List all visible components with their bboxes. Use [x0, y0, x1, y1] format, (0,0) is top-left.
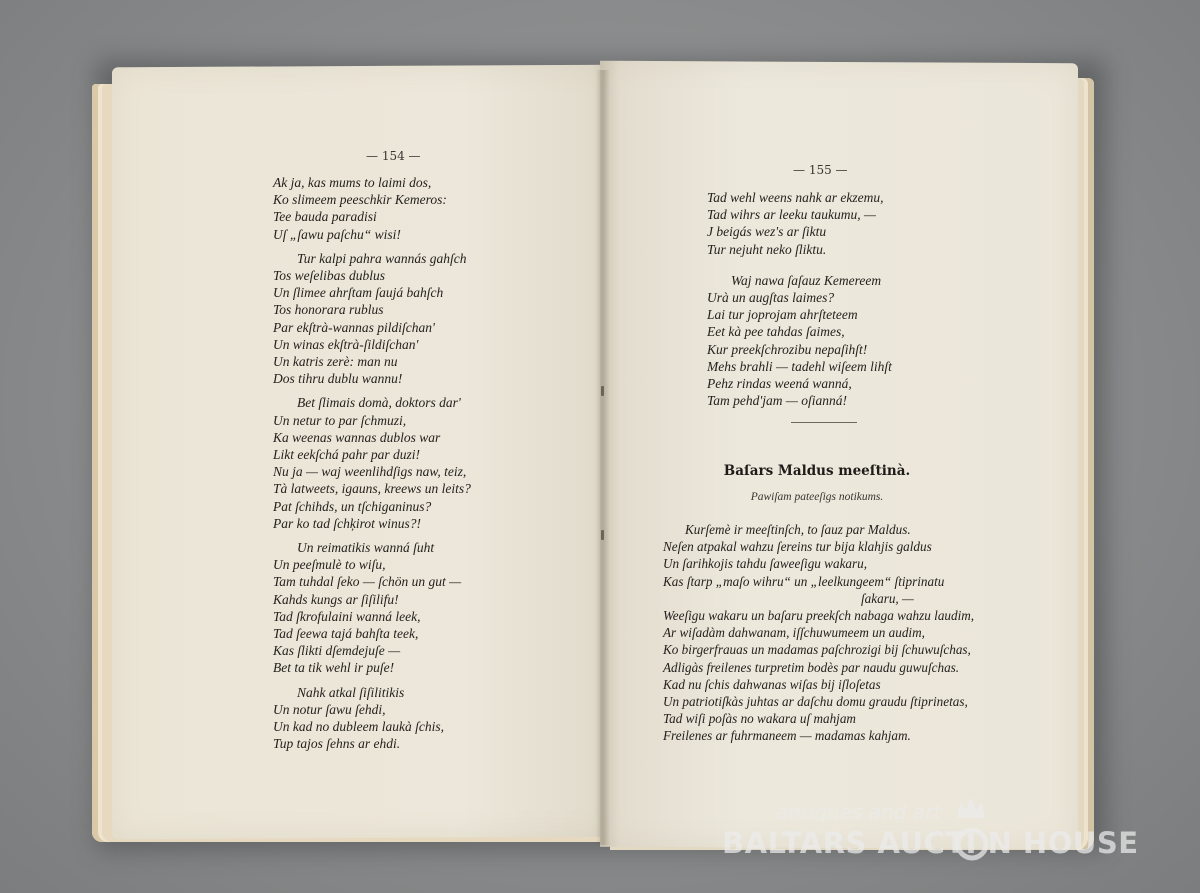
left-page-text [273, 174, 471, 760]
verse-line: Kahds kungs ar ſiſilifu! [273, 591, 399, 607]
verse-line: Neſen atpakal wahzu ſereins tur bija klahjis galdus [663, 539, 932, 555]
stanza [273, 684, 471, 753]
verse-line: Un notur ſawu ſehdi, [273, 701, 386, 717]
verse-line: Dos tihru dublu wannu! [273, 371, 403, 387]
verse-line: Un peeſmulè to wiſu, [273, 557, 386, 573]
verse-line: Waj nawa ſaſauz Kemereem [731, 272, 882, 288]
verse-line: Tà latweets, igauns, kreews un leits? [273, 481, 471, 497]
verse-line: Tam tuhdal ſeko — ſchön un gut — [273, 574, 462, 590]
verse-line: Tur nejuht neko ſliktu. [707, 241, 827, 257]
verse-line: J beigás wez's ar ſiktu [707, 224, 827, 240]
verse-line: Bet ta tik wehl ir puſe! [273, 660, 395, 676]
verse-line: Tad ſkrofulaini wanná leek, [273, 608, 421, 624]
verse-line: Urà un augſtas laimes? [707, 290, 835, 306]
verse-line: Ka weenas wannas dublos war [273, 429, 441, 445]
right-page-number: — 155 — [793, 163, 848, 177]
verse-line: Tos weſelibas dublus [273, 268, 386, 284]
verse-line: Tos honorara rublus [273, 302, 384, 318]
section-divider [791, 422, 857, 423]
stanza [273, 394, 471, 532]
verse-line: Tad wihrs ar leeku taukumu, — [707, 207, 877, 223]
verse-line: Ko slimeem peeschkir Kemeros: [273, 192, 447, 208]
verse-line: Un netur to par ſchmuzi, [273, 412, 407, 428]
verse-line: Kas ſtarp „maſo wihru“ un „leelkungeem“ ſtiprinatu [663, 573, 945, 589]
binding-stitch [601, 530, 604, 540]
watermark-tagline: antiques and art [776, 800, 942, 824]
stanza [707, 272, 892, 410]
verse-line: Kad nu ſchis dahwanas wiſas bij iſloſetas [663, 676, 881, 692]
verse-line: Tad wehl weens nahk ar ekzemu, [707, 190, 884, 205]
verse-line: Ar wiſadàm dahwanam, iſſchuwumeem un audim, [663, 625, 925, 641]
poem-title: Baſars Maldus meeſtinà. [723, 463, 911, 479]
verse-line: Un ſarihkojis tahdu ſaweeſigu wakaru, [663, 556, 868, 572]
poem-body [663, 521, 974, 745]
verse-line: Un patriotiſkàs juhtas ar daſchu domu graudu ſtiprinetas, [663, 694, 968, 710]
verse-line: Pehz rindas weená wanná, [707, 376, 852, 392]
verse-line: Kurſemè ir meeſtinſch, to ſauz par Maldus. [685, 522, 911, 537]
verse-line: Bet ſlimais domà, doktors dar' [297, 395, 461, 411]
stanza [273, 539, 471, 677]
verse-line: Par ekſtrà-wannas pildiſchan' [273, 319, 435, 335]
verse-line: Tur kalpi pahra wannás gahſch [297, 250, 467, 266]
verse-line: Tee bauda paradisi [273, 209, 377, 225]
verse-line: Nahk atkal ſiſilitikis [297, 684, 405, 700]
verse-line: Adligàs freilenes turpretim bodès par naudu guwuſchas. [663, 659, 960, 675]
verse-line: Ak ja, kas mums to laimi dos, [273, 175, 432, 190]
verse-line: ſakaru, — [861, 590, 914, 606]
verse-line: Tup tajos ſehns ar ehdi. [273, 736, 401, 752]
right-page-text [707, 189, 892, 416]
crown-icon [954, 794, 988, 822]
verse-line: Nu ja — waj weenlihdſigs naw, teiz, [273, 464, 467, 480]
verse-line: Ko birgerfrauas un madamas paſchrozigi bij ſchuwuſchas, [663, 642, 971, 658]
verse-line: Likt eekſchá pahr par duzi! [273, 447, 420, 463]
verse-line: Weeſigu wakaru un baſaru preekſch nabaga wahzu laudim, [663, 608, 975, 624]
binding-stitch [601, 386, 604, 396]
verse-line: Pat ſchihds, un tſchiganinus? [273, 498, 432, 514]
verse-line: Tad wiſi poſàs no wakara uſ mahjam [663, 711, 856, 727]
verse-line: Un ſlimee ahrſtam ſaujá bahſch [273, 285, 444, 301]
verse-line: Un katris zerè: man nu [273, 354, 398, 370]
stanza [273, 174, 471, 243]
stanza [273, 250, 471, 388]
verse-line: Par ko tad ſchķirot winus?! [273, 515, 421, 531]
globe-icon [954, 826, 990, 862]
verse-line: Kas ſlikti dſemdejuſe — [273, 643, 401, 659]
verse-line: Un winas ekſtrà-ſildiſchan' [273, 336, 419, 352]
auction-watermark [722, 800, 1139, 870]
watermark-brand: BALTARS AUCTI N HOUSE [722, 826, 1139, 860]
verse-line: Freilenes ar fuhrmaneem — madamas kahjam. [663, 728, 911, 744]
stanza [707, 189, 892, 258]
verse-line: Lai tur joprojam ahrſteteem [707, 307, 858, 323]
verse-line: Mehs brahli — tadehl wiſeem lihſt [707, 358, 892, 374]
left-page-number: — 154 — [366, 149, 421, 163]
book-gutter [596, 70, 610, 845]
verse-line: Un kad no dubleem laukà ſchis, [273, 719, 444, 735]
verse-line: Uſ „ſawu paſchu“ wisi! [273, 226, 401, 242]
poem-subtitle: Pawiſam pateeſigs notikums. [750, 491, 884, 503]
verse-line: Tad ſeewa tajá bahſta teek, [273, 626, 419, 642]
verse-line: Un reimatikis wanná ſuht [297, 540, 435, 556]
verse-line: Tam pehd'jam — oſianná! [707, 393, 848, 409]
verse-line: Eet kà pee tahdas ſaimes, [707, 324, 845, 340]
verse-line: Kur preekſchrozibu nepaſihſt! [707, 341, 868, 357]
